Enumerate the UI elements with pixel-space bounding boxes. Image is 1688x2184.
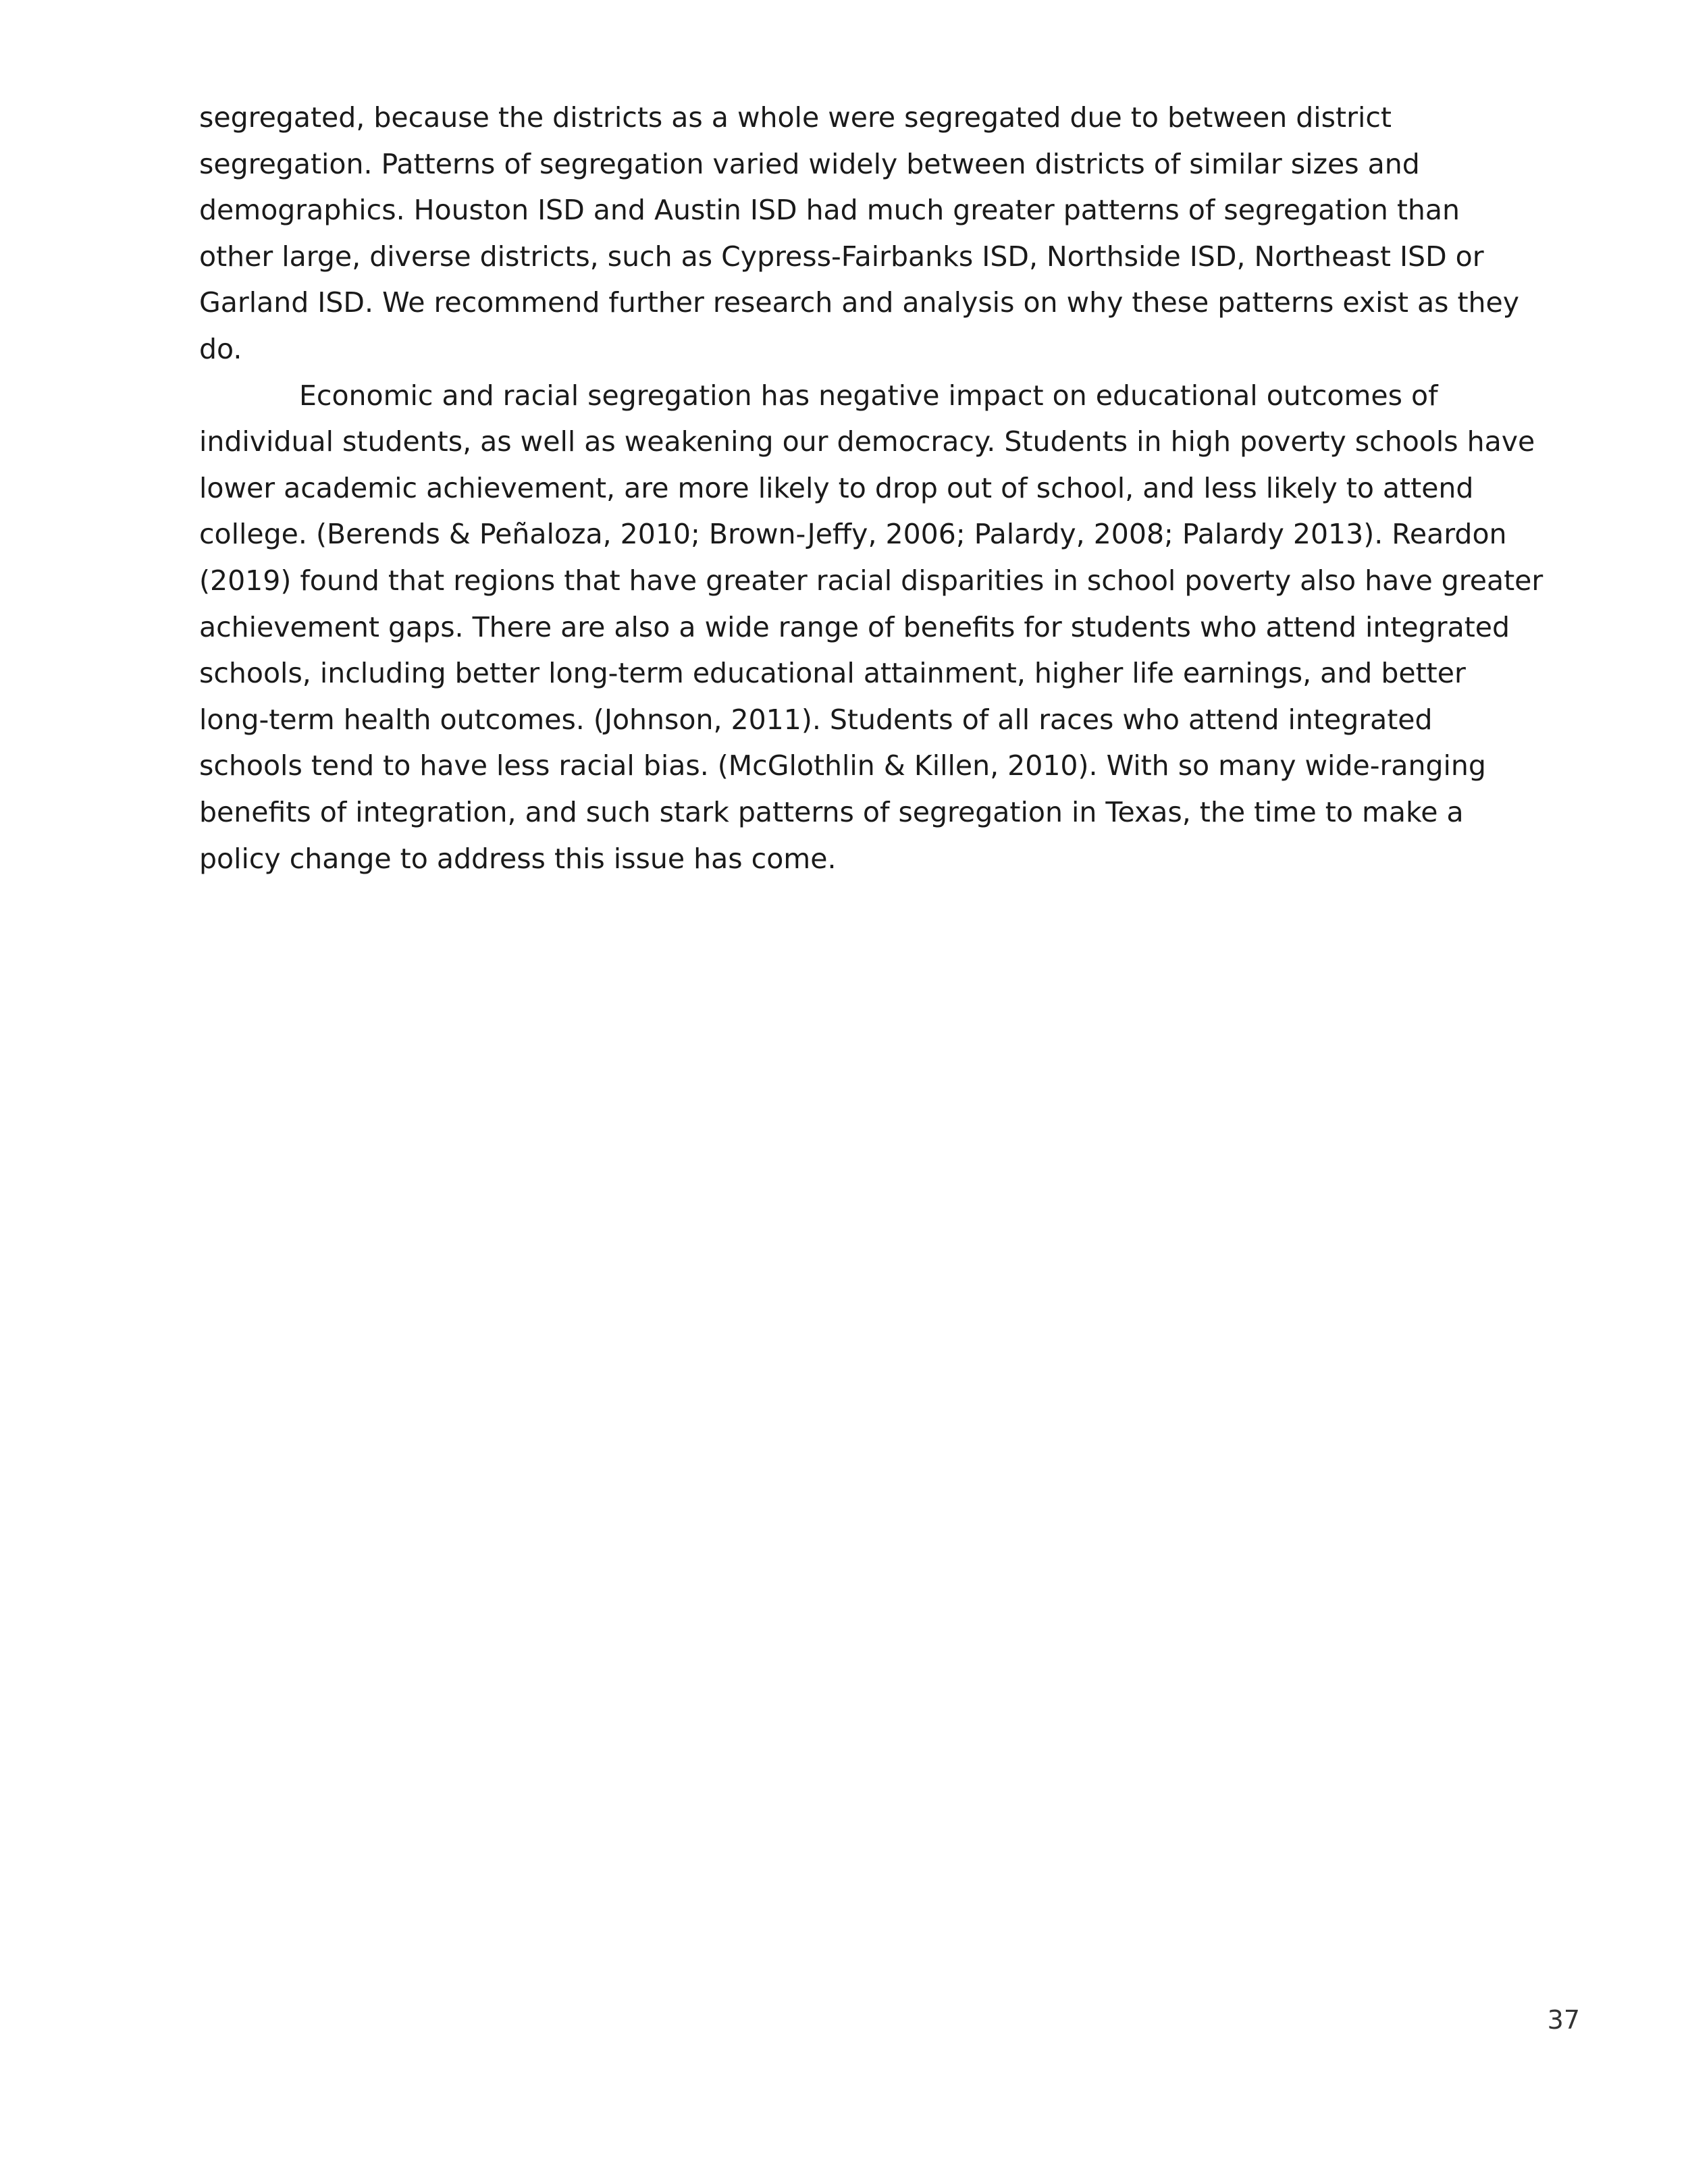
text-line: do. bbox=[199, 332, 242, 365]
text-line: demographics. Houston ISD and Austin ISD had much greater patterns of segregation than bbox=[199, 194, 1460, 227]
text-line: achievement gaps. There are also a wide range of benefits for students who attend integrated bbox=[199, 610, 1510, 643]
text-line: schools, including better long-term educational attainment, higher life earnings, and better bbox=[199, 657, 1466, 690]
text-line: schools tend to have less racial bias. (McGlothlin & Killen, 2010). With so many wide-ranging bbox=[199, 749, 1486, 782]
text-line: policy change to address this issue has come. bbox=[199, 842, 837, 875]
body-text bbox=[199, 95, 1544, 882]
text-line: segregation. Patterns of segregation varied widely between districts of similar sizes and bbox=[199, 147, 1420, 180]
paragraph-2 bbox=[199, 373, 1544, 882]
text-line: lower academic achievement, are more likely to drop out of school, and less likely to attend bbox=[199, 471, 1474, 504]
paragraph-1 bbox=[199, 95, 1520, 373]
text-line: Garland ISD. We recommend further research and analysis on why these patterns exist as they bbox=[199, 286, 1520, 319]
text-line: segregated, because the districts as a whole were segregated due to between district bbox=[199, 101, 1392, 134]
text-line: college. (Berends & Peñaloza, 2010; Brown-Jeffy, 2006; Palardy, 2008; Palardy 2013). Reardon bbox=[199, 518, 1507, 551]
text-line: long-term health outcomes. (Johnson, 2011). Students of all races who attend integrated bbox=[199, 703, 1433, 736]
page-number: 37 bbox=[1547, 2005, 1580, 2035]
text-line: other large, diverse districts, such as Cypress-Fairbanks ISD, Northside ISD, Northeast ISD or bbox=[199, 240, 1484, 273]
text-line: individual students, as well as weakening our democracy. Students in high poverty schools have bbox=[199, 425, 1535, 458]
text-line: (2019) found that regions that have greater racial disparities in school poverty also have greater bbox=[199, 564, 1544, 597]
text-line: Economic and racial segregation has negative impact on educational outcomes of bbox=[299, 379, 1438, 412]
text-line: benefits of integration, and such stark patterns of segregation in Texas, the time to make a bbox=[199, 795, 1464, 828]
